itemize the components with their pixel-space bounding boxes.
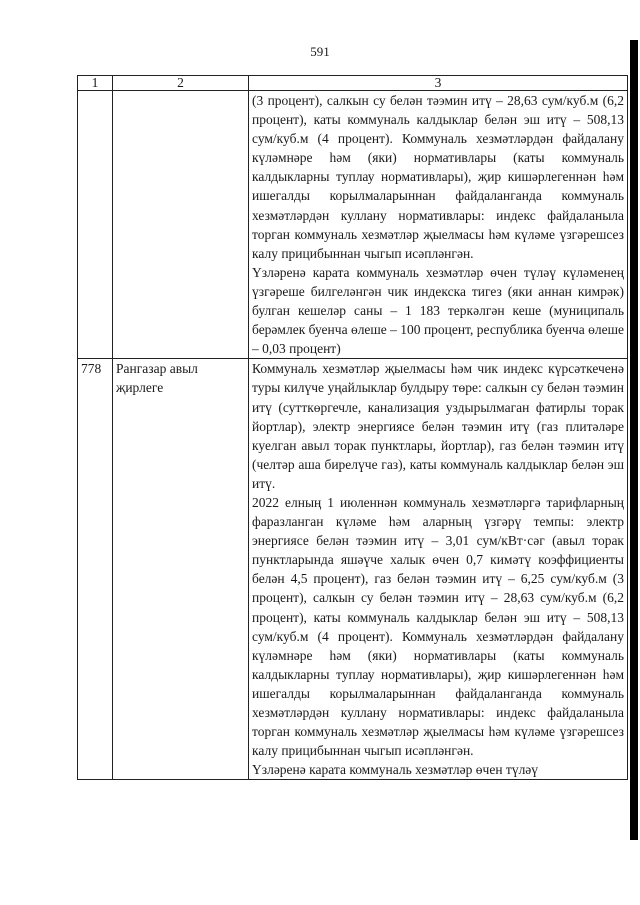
table-header-row: [78, 76, 628, 91]
page-number: 591: [310, 44, 330, 59]
header-col-3: 3: [249, 76, 628, 91]
row-number: [78, 91, 113, 359]
header-col-2: 2: [113, 76, 249, 91]
table-row: [78, 91, 628, 359]
row-name: Рангазар авыл җирлеге: [113, 359, 249, 780]
row-name: [113, 91, 249, 359]
description-paragraph: Коммуналь хезмәтләр җыелмасы һәм чик индекс күрсәткеченә туры килүче уңайлыклар булдыру төре: салкын су белән тәэмин итү (сутткөргечле, канализация уздырылмаган фатирлы торак йортлар), электр энергиясе белән тәэмин итү (газ плитәләре куелган авыл торак пунктлары, йортлар), газ белән тәэмин итү (челтәр аша бирелүче газ), каты коммуналь калдыклар белән эш итү.: [252, 361, 624, 491]
description-paragraph: Үзләренә карата коммуналь хезмәтләр өчен түләү күләменең үзгәреше билгеләнгән чик индекска тигез (яки аннан кимрәк) булган кешеләр саны – 1 183 теркәлгән кеше (муниципаль берәмлек буенча өлеше – 100 процент, республика буенча өлеше – 0,03 процент): [252, 264, 624, 357]
row-description: [249, 359, 628, 780]
description-paragraph: Үзләренә карата коммуналь хезмәтләр өчен түләү: [252, 762, 539, 778]
description-paragraph: 2022 елның 1 июленнән коммуналь хезмәтләргә тарифларның фаразланган күләме һәм аларның үзгәрү темпы: электр энергиясе белән тәэмин итү – 3,01 сум/кВт·сәг (авыл торак пунктларында яшәүче халык өчен 0,7 кимәтү коэффициенты белән 4,5 процент), газ белән тәэмин итү – 6,25 сум/куб.м (3 процент), салкын су белән тәэмин итү – 28,63 сум/куб.м (6,2 процент), каты коммуналь калдыклар белән эш итү – 508,13 сум/куб.м (4 процент). Коммуналь хезмәтләрдән файдалану күләмнәре һәм (яки) нормативлары (каты коммуналь калдыкларны туплау нормативлары), җир кишәрлегеннән һәм ишегалды корылмаларыннан файдаланганда коммуналь хезмәтләрдән куллану нормативлары: индекс файдаланыла торган коммуналь хезмәтләр җыелмасы һәм күләме үзгәрешсез калу прицибыннан чыгып исәпләнгән.: [252, 494, 624, 759]
document-table: [77, 75, 628, 780]
scan-edge-bar: [630, 40, 638, 840]
row-description: [249, 91, 628, 359]
description-paragraph: (3 процент), салкын су белән тәэмин итү – 28,63 сум/куб.м (6,2 процент), каты коммуналь калдыклар белән эш итү – 508,13 сум/куб.м (4 процент). Коммуналь хезмәтләрдән файдалану күләмнәре һәм (яки) нормативлары (каты коммуналь калдыкларны туплау нормативлары), җир кишәрлегеннән һәм ишегалды корылмаларыннан файдаланганда коммуналь хезмәтләрдән куллану нормативлары: индекс файдаланыла торган коммуналь хезмәтләр җыелмасы һәм күләме үзгәрешсез калу прицибыннан чыгып исәпләнгән.: [252, 93, 624, 261]
row-number: 778: [78, 359, 113, 780]
table-row: [78, 359, 628, 780]
header-col-1: 1: [78, 76, 113, 91]
